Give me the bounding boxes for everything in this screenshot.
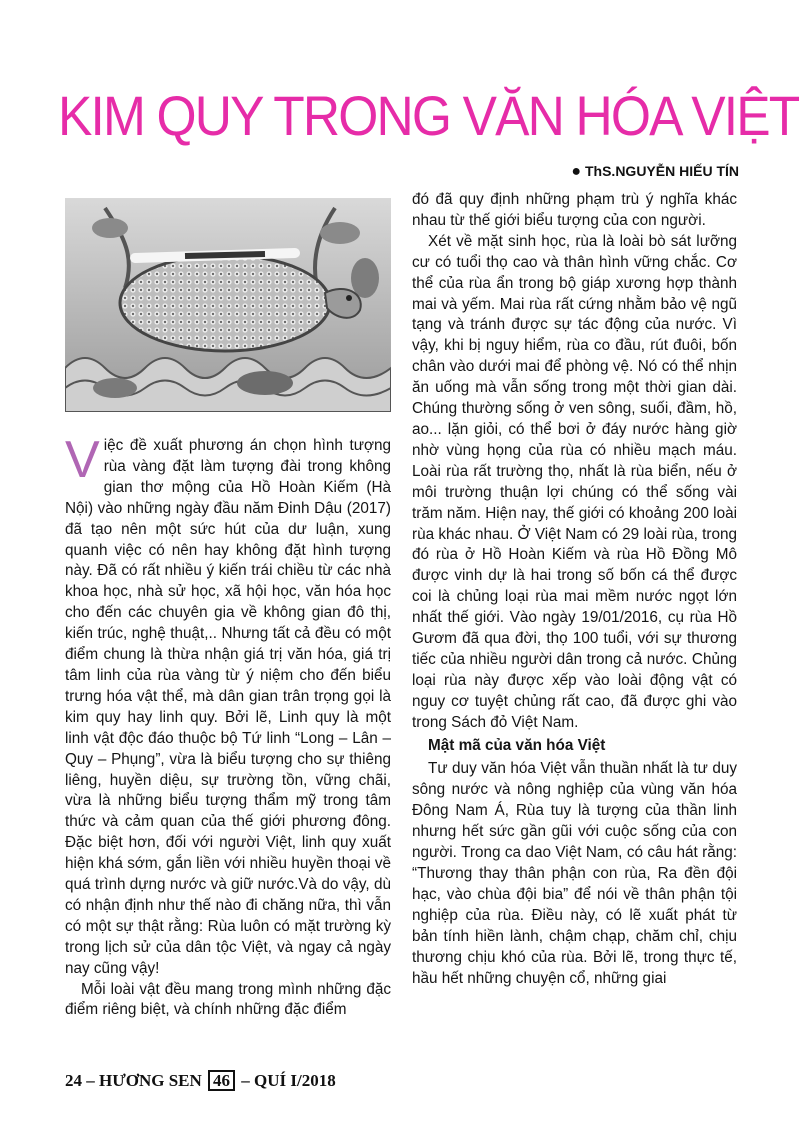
left-column bbox=[65, 431, 391, 1021]
author-byline bbox=[571, 163, 739, 181]
paragraph: Xét về mặt sinh học, rùa là loài bò sát lưỡng cư có tuổi thọ cao và thân hình vững chắc. Cơ thể của rùa ẩn trong bộ giáp xương hợp thành mai và yếm. Mai rùa rất cứng nhằm bảo vệ ngũ tạng và tránh được sự tác động của nước. Vì vậy, khi bị nguy hiểm, rùa co đầu, rút đuôi, bốn chân vào dưới mai để phòng vệ. Nó có thể nhịn ăn uống mà vẫn sống trong một thời gian dài. Chúng thường sống ở ven sông, suối, đầm, hồ, ao... lặn giỏi, có thể bơi ở đáy nước hàng giờ nhờ vùng họng của rùa có nhiều mạch máu. Loài rùa rất trường thọ, nhất là rùa biển, nếu ở môi trường thuận lợi chúng có thể sống vài trăm năm. Hiện nay, thế giới có khoảng 200 loài rùa khác nhau. Ở Việt Nam có 29 loài rùa, trong đó rùa ở Hồ Hoàn Kiếm và rùa Hồ Đồng Mô được vinh dự là hai trong số bốn cá thể được coi là chủng loại rùa mai mềm nước ngọt lớn nhất thế giới. Vào ngày 19/01/2016, cụ rùa Hồ Gươm đã qua đời, thọ 100 tuổi, với sự thương tiếc của nhiều người dân trong cả nước. Chủng loại rùa này được xếp vào loài động vật có nguy cơ tuyệt chủng rất cao, đã được ghi vào trong Sách đỏ Việt Nam. bbox=[412, 232, 737, 731]
paragraph-text: iệc đề xuất phương án chọn hình tượng rùa vàng đặt làm tượng đài trong không gian thơ mộng của Hồ Hoàn Kiếm (Hà Nội) vào những ngày đầu năm Đinh Dậu (2017) đã tạo nên một sức hút của dư luận, xung quanh việc có nên hay không đặt hình tượng này. Đã có rất nhiều ý kiến trái chiều từ các nhà khoa học, nhà sử học, xã hội học, văn hóa học cho đến các chuyên gia về không gian đô thị, kiến trúc, nghệ thuật,.. Nhưng tất cả đều có một điểm chung là thừa nhận giá trị văn hóa, giá trị tâm linh của rùa vàng từ ý niệm cho đến biểu trưng hóa vật thể, mà dân gian trân trọng gọi là kim quy hay linh quy. Bởi lẽ, Linh quy là một linh vật độc đáo thuộc bộ Tứ linh “Long – Lân – Quy – Phụng”, vừa là biểu tượng cho sự thiêng liêng, huyền diệu, sự trường tồn, vững chãi, vừa là những biểu tượng thẩm mỹ trong tâm thức và cảm quan của thế giới phương đông. Đặc biệt hơn, đối với người Việt, linh quy xuất hiện khá sớm, gắn liền với nhiều huyền thoại về quá trình dựng nước và giữ nước.Và do vậy, dù có nhận định như thế nào đi chăng nữa, thì vẫn có một sự thật rằng: Rùa luôn có mặt trường kỳ trong lịch sử của dân tộc Việt, và ngay cả ngày nay cũng vậy! bbox=[65, 437, 391, 977]
issue-number: 46 bbox=[208, 1070, 235, 1091]
continued-paragraph: đó đã quy định những phạm trù ý nghĩa khác nhau từ thế giới biểu tượng của con người. bbox=[412, 191, 737, 229]
bullet-icon: ● bbox=[571, 163, 581, 180]
right-column bbox=[412, 190, 737, 989]
turtle-relief-photo bbox=[65, 198, 391, 412]
page-number: 24 bbox=[65, 1071, 82, 1090]
article-title: KIM QUY TRONG VĂN HÓA VIỆT bbox=[58, 84, 799, 147]
intro-paragraph bbox=[65, 431, 391, 980]
paragraph: Mỗi loài vật đều mang trong mình những đặc điểm riêng biệt, và chính những đặc điểm bbox=[65, 980, 391, 1019]
magazine-name: – HƯƠNG SEN bbox=[86, 1071, 202, 1090]
drop-cap: V bbox=[65, 431, 100, 489]
section-subheading: Mật mã của văn hóa Việt bbox=[428, 736, 606, 754]
paragraph: Tư duy văn hóa Việt vẫn thuần nhất là tư duy sông nước và nông nghiệp của vùng văn hóa Đông Nam Á, Rùa tuy là tượng của thần linh nhưng hết sức gần gũi với cuộc sống của con người. Trong ca dao Việt Nam, có câu hát rằng: “Thương thay thân phận con rùa, Ra đền đội hạc, vào chùa đội bia” để nói về thân phận tội nghiệp của rùa. Điều này, có lẽ xuất phát từ bản tính hiền lành, chậm chạp, chăm chỉ, chịu thương chịu khó của rùa. Bởi lẽ, trong thực tế, hầu hết những chuyện cổ, những giai bbox=[412, 760, 737, 987]
issue-period: – QUÍ I/2018 bbox=[241, 1071, 336, 1090]
page-footer bbox=[65, 1070, 336, 1091]
author-name: ThS.NGUYỄN HIẾU TÍN bbox=[584, 163, 739, 179]
